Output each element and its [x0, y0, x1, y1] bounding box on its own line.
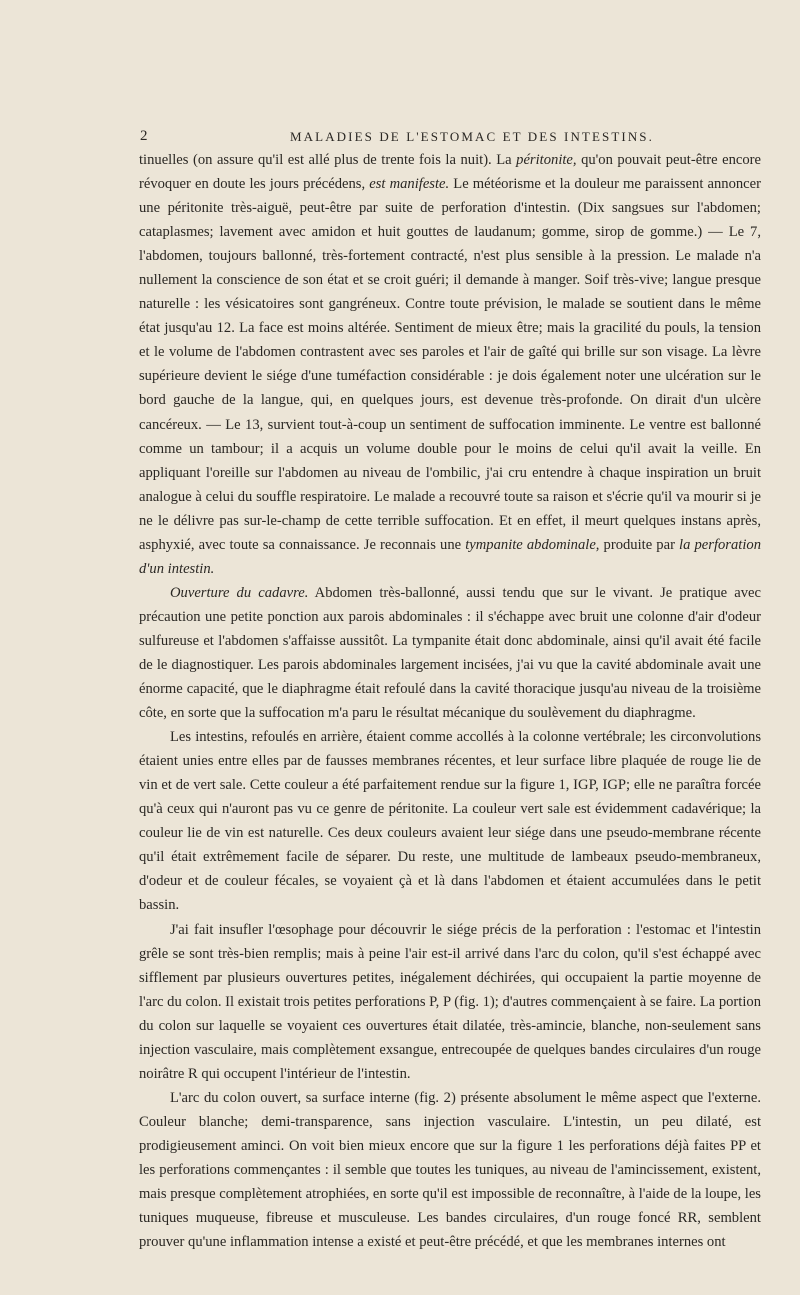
- text-run: J'ai fait insufler l'œsophage pour découvrir le siége précis de la perforation : l'estomac et l'intestin grêle se sont très-bien remplis; mais à peine l'air est-il arrivé dans l'arc du colon, qu'il s'est échappé avec sifflement par plusieurs ouvertures petites, inégalement déchirées, qui occupaient la partie moyenne de l'arc du colon. Il existait trois petites perforations P, P (fig. 1); d'autres commençaient à se faire. La portion du colon sur laquelle se voyaient ces ouvertures était dilatée, très-amincie, blanche, non-seulement sans injection vasculaire, mais complètement exsangue, entrecoupée de quelques bandes circulaires d'un rouge noirâtre R qui occupent l'intérieur de l'intestin.: [139, 921, 761, 1082]
- italic-run: est manifeste.: [369, 176, 450, 193]
- paragraph: [139, 725, 761, 917]
- running-head: MALADIES DE L'ESTOMAC ET DES INTESTINS.: [290, 129, 654, 144]
- text-run: tinuelles (on assure qu'il est allé plus de trente fois la nuit). La: [139, 152, 517, 168]
- italic-run: la perforation d'un intestin.: [139, 536, 761, 577]
- italic-run: Ouverture du cadavre.: [170, 584, 309, 601]
- text-run: qu'on pouvait peut-être encore révoquer en doute les jours précédens,: [139, 152, 761, 193]
- page-number: 2: [140, 128, 148, 144]
- paragraph: [139, 148, 761, 581]
- text-run: Abdomen très-ballonné, aussi tendu que sur le vivant. Je pratique avec précaution une petite ponction aux parois abdominales : il s'échappe avec bruit une colonne d'air d'odeur sulfureuse et l'abdomen s'affaisse aussitôt. La tympanite était donc abdominale, ainsi qu'il avait été facile de le diagnostiquer. Les parois abdominales largement incisées, j'ai vu que la cavité abdominale avait une énorme capacité, que le diaphragme était refoulé dans la cavité thoracique jusqu'au niveau de la troisième côte, en sorte que la suffocation m'a paru le résultat mécanique du soulèvement du diaphragme.: [139, 584, 761, 722]
- text-run: produite par: [599, 536, 680, 553]
- text-run: L'arc du colon ouvert, sa surface interne (fig. 2) présente absolument le même aspect que l'externe. Couleur blanche; demi-transparence, sans injection vasculaire. L'intestin, un peu dilaté, est prodigieusement aminci. On voit bien mieux encore que sur la figure 1 les perforations déjà faites PP et les perforations commençantes : il semble que toutes les tuniques, au niveau de l'amincissement, existent, mais presque complètement atrophiées, en sorte qu'il est impossible de reconnaître, à l'aide de la loupe, les tuniques muqueuse, fibreuse et musculeuse. Les bandes circulaires, d'un rouge foncé RR, semblent prouver qu'une inflammation intense a existé et peut-être précédé, et que les membranes internes ont: [139, 1089, 761, 1251]
- text-run: Le météorisme et la douleur me paraissent annoncer une péritonite très-aiguë, peut-être par suite de perforation d'intestin. (Dix sangsues sur l'abdomen; cataplasmes; lavement avec amidon et huit gouttes de laudanum; gomme, sirop de gomme.) — Le 7, l'abdomen, toujours ballonné, très-fortement contracté, n'est plus sensible à la pression. Le malade n'a nullement la conscience de son état et se croit guéri; il demande à manger. Soif très-vive; langue presque naturelle : les vésicatoires sont gangréneux. Contre toute prévision, le malade se soutient dans le même état jusqu'au 12. La face est moins altérée. Sentiment de mieux être; mais la gracilité du pouls, la tension et le volume de l'abdomen contrastent avec ses paroles et l'air de gaîté qui brille sur son visage. La lèvre supérieure devient le siége d'une tuméfaction considérable : je dois également noter une ulcération sur le bord gauche de la langue, qui, en quelques jours, est devenue très-profonde. On dirait d'un ulcère cancéreux. — Le 13, survient tout-à-coup un sentiment de suffocation imminente. Le ventre est ballonné comme un tambour; il a acquis un volume double pour le moins de celui qu'il avait la veille. En appliquant l'oreille sur l'abdomen au niveau de l'ombilic, j'ai cru entendre à chaque inspiration un bruit analogue à celui du souffle respiratoire. Le malade a recouvré toute sa raison et s'écrie qu'il va mourir si je ne le délivre pas sur-le-champ de cette terrible suffocation. Et en effet, il meurt quelques instans après, asphyxié, avec toute sa connaissance. Je reconnais une: [139, 176, 761, 553]
- paragraph: [139, 1086, 761, 1254]
- body-text: [139, 148, 761, 1254]
- text-run: Les intestins, refoulés en arrière, étaient comme accollés à la colonne vertébrale; les circonvolutions étaient unies entre elles par de fausses membranes récentes, et leur surface libre plaquée de rouge lie de vin et de vert sale. Cette couleur a été parfaitement rendue sur la figure 1, IGP, IGP; elle ne paraîtra forcée qu'à ceux qui n'auront pas vu ce genre de péritonite. La couleur vert sale est évidemment cadavérique; la couleur lie de vin est naturelle. Ces deux couleurs avaient leur siége dans une pseudo-membrane récente qu'il était extrêmement facile de séparer. Du reste, une multitude de lambeaux pseudo-membraneux, d'odeur et de couleur fécales, se voyaient çà et là dans l'abdomen et étaient accumulées dans le petit bassin.: [139, 729, 761, 914]
- italic-run: péritonite,: [516, 152, 577, 168]
- paragraph: [139, 581, 761, 725]
- italic-run: tympanite abdominale,: [465, 536, 600, 553]
- paragraph: [139, 918, 761, 1086]
- page-header: [140, 128, 760, 148]
